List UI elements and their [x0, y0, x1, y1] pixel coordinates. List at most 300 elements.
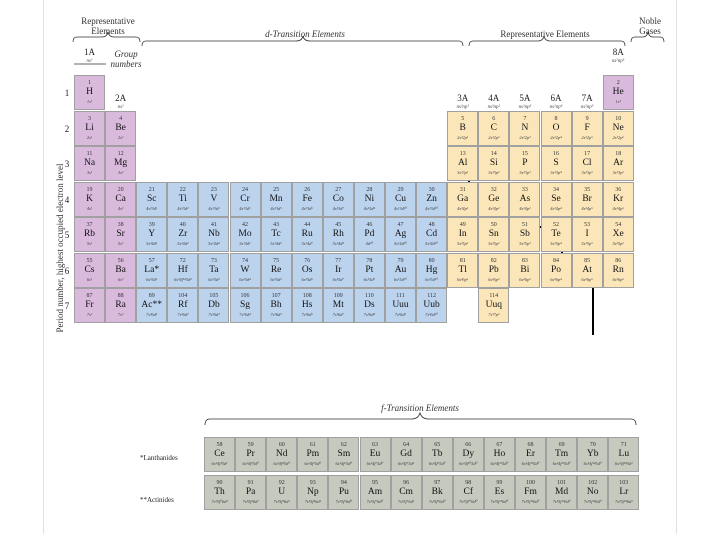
element-symbol: Os [301, 264, 313, 275]
element-ba[interactable] [105, 253, 136, 288]
element-symbol: Ra [115, 300, 126, 310]
element-tc[interactable] [261, 217, 292, 252]
atomic-number: 73 [210, 257, 217, 264]
element-sm[interactable] [328, 437, 359, 472]
element-in[interactable] [447, 217, 478, 252]
element-symbol: Ga [457, 193, 469, 204]
electron-configuration: 6s²6p² [488, 276, 500, 282]
element-symbol: Rh [332, 229, 344, 239]
electron-configuration: 5s²5p³ [519, 241, 531, 246]
element-symbol: He [612, 87, 624, 97]
electron-configuration: 5s¹4d⁴ [208, 241, 220, 246]
atomic-number: 28 [366, 186, 373, 193]
atomic-number: 112 [427, 293, 436, 299]
electron-configuration: 6s²4f¹⁴5d² [173, 276, 192, 282]
electron-configuration: 2s²2p⁴ [550, 134, 562, 140]
element-rn[interactable] [603, 253, 634, 288]
element-hs[interactable] [292, 288, 323, 323]
element-ga[interactable] [447, 182, 478, 217]
atomic-number: 56 [117, 257, 124, 264]
element-ta[interactable] [198, 253, 229, 288]
atomic-number: 89 [148, 293, 155, 299]
group-configuration: ns²np² [487, 105, 501, 110]
electron-configuration: 7s²7p² [488, 312, 500, 317]
electron-configuration: 4s¹ [86, 205, 93, 211]
element-symbol: Tb [431, 449, 443, 459]
atomic-number: 92 [278, 480, 285, 486]
period-label-1: 1 [64, 88, 70, 98]
atomic-number: 9 [585, 115, 589, 122]
element-symbol: O [552, 122, 560, 133]
element-re[interactable] [261, 253, 292, 288]
element-rh[interactable] [323, 217, 354, 252]
electron-configuration: 6s²4f¹⁴5d¹ [614, 461, 633, 466]
electron-configuration: 6s²4f¹⁰5d⁰ [459, 461, 478, 466]
element-ho[interactable] [484, 437, 515, 472]
element-symbol: In [458, 229, 467, 239]
electron-configuration: 3s¹ [86, 170, 93, 175]
element-zr[interactable] [167, 217, 198, 252]
group-configuration: ns² [117, 105, 124, 110]
electron-configuration: 7s²5f⁶6d⁰ [335, 499, 353, 504]
element-cd[interactable] [416, 217, 447, 252]
element-la[interactable] [136, 253, 167, 288]
element-cs[interactable] [74, 253, 105, 288]
element-symbol: F [584, 122, 590, 133]
atomic-number: 105 [209, 293, 219, 299]
group-number: 2A [115, 93, 127, 103]
element-symbol: Yb [586, 449, 599, 459]
element-symbol: C [490, 122, 497, 133]
group-label-2a [105, 93, 136, 111]
element-se[interactable] [541, 182, 572, 217]
atomic-number: 15 [521, 151, 528, 157]
element-symbol: Fm [524, 487, 537, 497]
element-hf[interactable] [167, 253, 198, 288]
element-symbol: Hs [301, 300, 313, 310]
element-ds[interactable] [354, 288, 385, 323]
electron-configuration: 5s²4d⁵ [270, 241, 282, 246]
group-numbers-line1: Group [114, 49, 138, 59]
group-label-8a [603, 47, 634, 65]
element-be[interactable] [105, 111, 136, 146]
electron-configuration: 7s²6d⁵ [270, 312, 282, 317]
element-symbol: Eu [369, 449, 381, 459]
element-mn[interactable] [261, 182, 292, 217]
element-as[interactable] [509, 182, 540, 217]
atomic-number: 111 [396, 293, 405, 299]
element-symbol: Ta [209, 264, 219, 275]
element-th[interactable] [204, 475, 235, 510]
element-symbol: Nd [275, 449, 288, 459]
element-symbol: P [522, 158, 528, 168]
element-bk[interactable] [422, 475, 453, 510]
element-er[interactable] [515, 437, 546, 472]
element-symbol: Zr [178, 229, 188, 239]
header-f-transition: f-Transition Elements [381, 403, 459, 413]
period-label-3: 3 [64, 159, 70, 169]
electron-configuration: 7s²5f⁹6d⁰ [428, 499, 446, 504]
element-o[interactable] [541, 111, 572, 146]
element-ce[interactable] [204, 437, 235, 472]
atomic-number: 58 [216, 442, 223, 448]
atomic-number: 71 [620, 442, 627, 448]
element-symbol: K [86, 193, 93, 204]
element-fe[interactable] [292, 182, 323, 217]
electron-configuration: 5s²5p⁶ [612, 241, 624, 246]
atomic-number: 91 [247, 480, 254, 486]
atomic-number: 61 [309, 442, 316, 448]
element-bh[interactable] [261, 288, 292, 323]
element-uub[interactable] [416, 288, 447, 323]
atomic-number: 81 [459, 257, 466, 264]
element-f[interactable] [572, 111, 603, 146]
electron-configuration: 7s²6d⁹ [394, 312, 407, 317]
atomic-number: 38 [117, 222, 124, 228]
atomic-number: 18 [615, 151, 622, 157]
atomic-number: 104 [178, 293, 188, 299]
element-w[interactable] [230, 253, 261, 288]
element-symbol: V [210, 193, 218, 204]
atomic-number: 63 [372, 442, 378, 448]
atomic-number: 2 [616, 80, 620, 86]
electron-configuration: 2s²2p³ [519, 134, 531, 140]
electron-configuration: 7s² [117, 312, 124, 317]
atomic-number: 54 [615, 222, 622, 228]
element-k[interactable] [74, 182, 105, 217]
element-fm[interactable] [515, 475, 546, 510]
electron-configuration: 6s²5d⁶ [301, 276, 313, 282]
atomic-number: 45 [335, 222, 342, 228]
atomic-number: 25 [273, 186, 280, 193]
element-es[interactable] [484, 475, 515, 510]
element-symbol: Po [550, 264, 562, 275]
element-symbol: Si [489, 158, 498, 168]
element-symbol: Cf [463, 487, 474, 497]
atomic-number: 24 [242, 186, 248, 193]
element-mo[interactable] [230, 217, 261, 252]
element-ge[interactable] [478, 182, 509, 217]
element-xe[interactable] [603, 217, 634, 252]
atomic-number: 74 [242, 257, 248, 264]
element-si[interactable] [478, 146, 509, 181]
electron-configuration: 3s² [117, 170, 124, 175]
atomic-number: 26 [304, 186, 311, 193]
atomic-number: 67 [496, 442, 503, 448]
element-au[interactable] [385, 253, 416, 288]
element-i[interactable] [572, 217, 603, 252]
group-configuration: ns²np⁴ [549, 105, 563, 110]
element-symbol: Sb [519, 229, 530, 239]
element-symbol: Co [332, 193, 344, 204]
element-hg[interactable] [416, 253, 447, 288]
electron-configuration: 7s²6d¹⁰ [425, 312, 439, 317]
element-ca[interactable] [105, 182, 136, 217]
atomic-number: 66 [465, 442, 472, 448]
element-al[interactable] [447, 146, 478, 181]
atomic-number: 8 [554, 115, 558, 122]
electron-configuration: 6s²4f⁹5d⁰ [428, 461, 446, 466]
element-symbol: Uuq [485, 300, 502, 310]
atomic-number: 29 [397, 186, 404, 193]
atomic-number: 62 [340, 442, 347, 448]
element-cf[interactable] [453, 475, 484, 510]
element-symbol: Li [85, 122, 94, 133]
element-ac[interactable] [136, 288, 167, 323]
electron-configuration: 4s²3d⁸ [363, 205, 376, 211]
element-bi[interactable] [509, 253, 540, 288]
group-number: 8A [612, 47, 624, 57]
element-symbol: Mo [238, 229, 252, 239]
axis-label-period: Period number, highest occupied electron level [55, 163, 65, 333]
atomic-number: 64 [403, 442, 410, 448]
element-sn[interactable] [478, 217, 509, 252]
element-mt[interactable] [323, 288, 354, 323]
atomic-number: 109 [333, 293, 343, 299]
element-ag[interactable] [385, 217, 416, 252]
element-symbol: W [240, 264, 250, 275]
element-ra[interactable] [105, 288, 136, 323]
element-ir[interactable] [323, 253, 354, 288]
element-nd[interactable] [266, 437, 297, 472]
element-symbol: Cu [394, 193, 407, 204]
element-zn[interactable] [416, 182, 447, 217]
element-u[interactable] [266, 475, 297, 510]
element-no[interactable] [577, 475, 608, 510]
element-tm[interactable] [546, 437, 577, 472]
element-uuq[interactable] [478, 288, 509, 323]
element-s[interactable] [541, 146, 572, 181]
element-cu[interactable] [385, 182, 416, 217]
element-symbol: Tm [554, 449, 569, 459]
element-y[interactable] [136, 217, 167, 252]
element-b[interactable] [447, 111, 478, 146]
element-pb[interactable] [478, 253, 509, 288]
atomic-number: 55 [86, 257, 93, 264]
element-fr[interactable] [74, 288, 105, 323]
element-kr[interactable] [603, 182, 634, 217]
element-po[interactable] [541, 253, 572, 288]
element-cm[interactable] [391, 475, 422, 510]
element-symbol: No [586, 487, 599, 497]
electron-configuration: 1s² [615, 99, 621, 104]
element-tb[interactable] [422, 437, 453, 472]
element-pa[interactable] [235, 475, 266, 510]
atomic-number: 13 [459, 151, 466, 157]
element-gd[interactable] [391, 437, 422, 472]
element-db[interactable] [198, 288, 229, 323]
element-md[interactable] [546, 475, 577, 510]
electron-configuration: 7s²5f²6d¹ [242, 499, 259, 504]
element-symbol: Es [494, 487, 505, 497]
element-symbol: Ar [613, 158, 624, 168]
element-symbol: Sc [146, 193, 157, 204]
electron-configuration: 6s²6p¹ [457, 276, 469, 282]
electron-configuration: 1s¹ [86, 99, 93, 104]
element-symbol: Mt [332, 300, 344, 310]
element-at[interactable] [572, 253, 603, 288]
electron-configuration: 2s¹ [86, 134, 93, 140]
element-sb[interactable] [509, 217, 540, 252]
electron-configuration: 7s²5f⁰6d² [211, 499, 228, 504]
electron-configuration: 5s²4d¹⁰ [425, 241, 439, 246]
element-lu[interactable] [608, 437, 639, 472]
electron-configuration: 6s¹5d¹⁰ [393, 276, 407, 282]
atomic-number: 44 [304, 222, 311, 228]
atomic-number: 94 [340, 480, 347, 486]
electron-configuration: 4s²3d¹⁰ [425, 205, 439, 211]
electron-configuration: 2s²2p⁵ [581, 134, 593, 140]
atomic-number: 49 [459, 222, 466, 228]
element-c[interactable] [478, 111, 509, 146]
electron-configuration: 7s²5f⁴6d¹ [304, 499, 321, 504]
atomic-number: 76 [304, 257, 311, 264]
atomic-number: 46 [366, 222, 373, 228]
element-rb[interactable] [74, 217, 105, 252]
element-symbol: Sm [337, 449, 351, 459]
element-br[interactable] [572, 182, 603, 217]
group-configuration: ns¹ [86, 59, 93, 64]
element-yb[interactable] [577, 437, 608, 472]
element-ru[interactable] [292, 217, 323, 252]
element-symbol: Au [394, 264, 407, 275]
element-sr[interactable] [105, 217, 136, 252]
element-nb[interactable] [198, 217, 229, 252]
element-symbol: Er [526, 449, 535, 459]
element-eu[interactable] [360, 437, 391, 472]
element-np[interactable] [297, 475, 328, 510]
element-symbol: Md [554, 487, 569, 497]
element-symbol: Np [306, 487, 319, 497]
element-li[interactable] [74, 111, 105, 146]
electron-configuration: 6s²5d¹ [146, 276, 158, 282]
element-symbol: Se [551, 193, 561, 204]
atomic-number: 70 [589, 442, 596, 448]
element-symbol: U [278, 487, 286, 497]
element-pr[interactable] [235, 437, 266, 472]
element-symbol: Y [148, 229, 156, 239]
atomic-number: 96 [403, 480, 410, 486]
element-symbol: Cs [84, 264, 95, 275]
atomic-number: 16 [553, 151, 559, 157]
electron-configuration: 6s²4f¹²5d⁰ [521, 461, 540, 466]
group-number: 5A [519, 93, 531, 103]
atomic-number: 12 [117, 151, 124, 157]
element-symbol: Nb [208, 229, 220, 239]
electron-configuration: 7s²5f¹²6d⁰ [521, 499, 540, 504]
element-sc[interactable] [136, 182, 167, 217]
atomic-number: 42 [242, 222, 248, 228]
atomic-number: 97 [434, 480, 441, 486]
element-symbol: Ni [364, 193, 375, 204]
element-n[interactable] [509, 111, 540, 146]
atomic-number: 114 [489, 293, 499, 299]
element-symbol: Sg [239, 300, 251, 310]
electron-configuration: 5s²5p² [488, 241, 500, 246]
element-symbol: Rb [83, 229, 96, 239]
element-lr[interactable] [608, 475, 639, 510]
period-label-4: 4 [64, 194, 70, 205]
element-symbol: At [582, 264, 592, 275]
element-sg[interactable] [230, 288, 261, 323]
group-label-5a [509, 93, 540, 111]
element-ti[interactable] [167, 182, 198, 217]
element-symbol: S [553, 158, 559, 168]
element-uuu[interactable] [385, 288, 416, 323]
element-ne[interactable] [603, 111, 634, 146]
electron-configuration: 6s²4f¹¹5d⁰ [490, 461, 509, 466]
element-v[interactable] [198, 182, 229, 217]
period-label-6: 6 [64, 265, 70, 276]
electron-configuration: 6s²5d⁵ [270, 276, 282, 282]
element-co[interactable] [323, 182, 354, 217]
element-rf[interactable] [167, 288, 198, 323]
electron-configuration: 4d¹⁰ [365, 241, 374, 246]
element-symbol: Gd [400, 449, 412, 459]
atomic-number: 72 [179, 257, 186, 264]
element-p[interactable] [509, 146, 540, 181]
atomic-number: 53 [584, 222, 591, 228]
element-ni[interactable] [354, 182, 385, 217]
electron-configuration: 4s²3d² [177, 205, 189, 211]
element-h[interactable] [74, 75, 105, 110]
atomic-number: 17 [584, 151, 591, 157]
element-cr[interactable] [230, 182, 261, 217]
atomic-number: 101 [557, 480, 567, 486]
electron-configuration: 7s²6d⁷ [332, 312, 344, 317]
electron-configuration: 6s²4f⁶5d⁰ [335, 461, 353, 466]
element-cl[interactable] [572, 146, 603, 181]
atomic-number: 100 [526, 480, 535, 486]
element-pd[interactable] [354, 217, 385, 252]
element-symbol: Ti [178, 193, 187, 204]
element-dy[interactable] [453, 437, 484, 472]
atomic-number: 84 [553, 257, 559, 264]
element-am[interactable] [360, 475, 391, 510]
electron-configuration: 3s²3p⁶ [612, 170, 624, 175]
element-ar[interactable] [603, 146, 634, 181]
electron-configuration: 6s²6p⁶ [612, 276, 624, 282]
electron-configuration: 4s²3d⁶ [301, 205, 313, 211]
element-symbol: Ds [364, 300, 375, 310]
element-he[interactable] [603, 75, 634, 110]
atomic-number: 85 [584, 257, 591, 264]
atomic-number: 43 [273, 222, 280, 228]
bracket-noble [631, 32, 664, 42]
element-symbol: Ge [488, 193, 500, 204]
atomic-number: 6 [492, 115, 496, 122]
element-pm[interactable] [297, 437, 328, 472]
element-tl[interactable] [447, 253, 478, 288]
element-os[interactable] [292, 253, 323, 288]
element-symbol: Ac** [141, 300, 162, 310]
element-mg[interactable] [105, 146, 136, 181]
atomic-number: 95 [372, 480, 378, 486]
atomic-number: 33 [521, 186, 528, 193]
element-pu[interactable] [328, 475, 359, 510]
electron-configuration: 5s¹ [86, 241, 93, 246]
element-pt[interactable] [354, 253, 385, 288]
element-na[interactable] [74, 146, 105, 181]
atomic-number: 7 [523, 115, 527, 122]
atomic-number: 40 [179, 222, 186, 228]
electron-configuration: 5s¹4d¹⁰ [393, 241, 407, 246]
element-te[interactable] [541, 217, 572, 252]
atomic-number: 5 [461, 115, 465, 122]
element-symbol: Uuu [392, 300, 409, 310]
atomic-number: 14 [490, 151, 497, 157]
atomic-number: 27 [335, 186, 342, 193]
